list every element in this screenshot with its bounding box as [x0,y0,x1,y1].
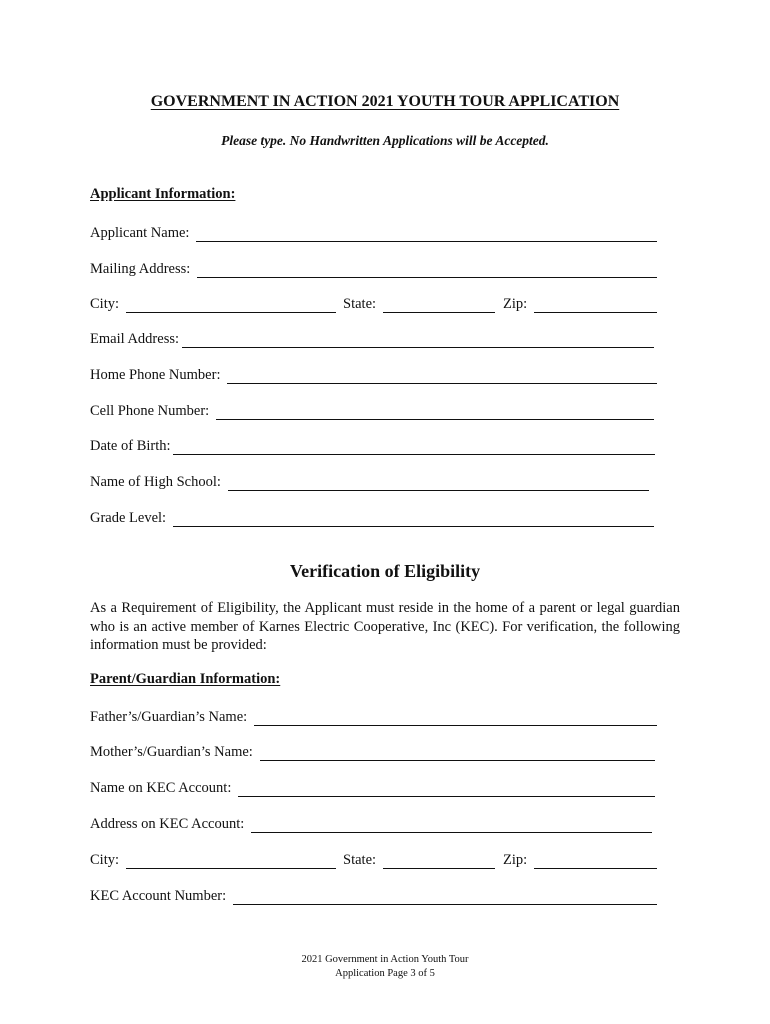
mother-name-field[interactable] [260,746,655,761]
parent-city-field[interactable] [126,854,336,869]
dob-label: Date of Birth: [90,438,171,454]
kec-account-address-field[interactable] [251,818,652,833]
kec-account-name-label: Name on KEC Account: [90,780,232,796]
kec-account-number-field[interactable] [233,890,657,905]
city-state-zip-row [90,293,657,313]
home-phone-row [90,364,657,384]
mother-name-label: Mother’s/Guardian’s Name: [90,744,253,760]
parent-zip-field[interactable] [534,854,657,869]
verification-title: Verification of Eligibility [289,561,481,581]
parent-section-heading: Parent/Guardian Information: [90,671,281,687]
parent-city-label: City: [90,852,120,868]
high-school-label: Name of High School: [90,474,221,490]
email-row [90,328,654,348]
grade-level-label: Grade Level: [90,510,167,526]
dob-field[interactable] [173,440,655,455]
kec-account-address-row [90,813,652,833]
mother-name-row [90,741,655,761]
cell-phone-field[interactable] [216,405,654,420]
mailing-address-row [90,258,657,278]
kec-account-name-row [90,777,655,797]
applicant-name-label: Applicant Name: [90,225,190,241]
high-school-row [90,471,649,491]
applicant-section-heading: Applicant Information: [90,186,236,202]
state-field[interactable] [383,298,495,313]
zip-field[interactable] [534,298,657,313]
city-field[interactable] [126,298,336,313]
dob-row [90,435,655,455]
email-field[interactable] [182,333,654,348]
email-label: Email Address: [90,331,180,347]
cell-phone-label: Cell Phone Number: [90,403,210,419]
applicant-name-field[interactable] [196,227,657,242]
eligibility-paragraph: As a Requirement of Eligibility, the Applicant must reside in the home of a parent or legal guardian who is an active member of Karnes Electric Cooperative, Inc (KEC). For verification, the following information must be provided: [90,600,680,653]
cell-phone-row [90,400,654,420]
footer-line-2: Application Page 3 of 5 [335,968,435,979]
parent-state-field[interactable] [383,854,495,869]
mailing-address-field[interactable] [197,263,657,278]
kec-account-name-field[interactable] [238,782,655,797]
home-phone-field[interactable] [227,369,657,384]
high-school-field[interactable] [228,476,649,491]
applicant-name-row [90,222,657,242]
parent-city-state-zip-row [90,849,657,869]
zip-label: Zip: [503,296,528,312]
instructions: Please type. No Handwritten Applications will be Accepted. [221,133,549,148]
father-name-label: Father’s/Guardian’s Name: [90,709,248,725]
father-name-row [90,706,657,726]
page-footer [0,953,770,981]
parent-state-label: State: [343,852,377,868]
grade-level-row [90,507,654,527]
mailing-address-label: Mailing Address: [90,261,191,277]
kec-account-number-row [90,885,657,905]
state-label: State: [343,296,377,312]
father-name-field[interactable] [254,711,657,726]
footer-line-1: 2021 Government in Action Youth Tour [301,954,469,965]
kec-account-number-label: KEC Account Number: [90,888,227,904]
page-title: GOVERNMENT IN ACTION 2021 YOUTH TOUR APPLICATION [150,93,620,110]
kec-account-address-label: Address on KEC Account: [90,816,245,832]
home-phone-label: Home Phone Number: [90,367,221,383]
parent-zip-label: Zip: [503,852,528,868]
grade-level-field[interactable] [173,512,654,527]
city-label: City: [90,296,120,312]
